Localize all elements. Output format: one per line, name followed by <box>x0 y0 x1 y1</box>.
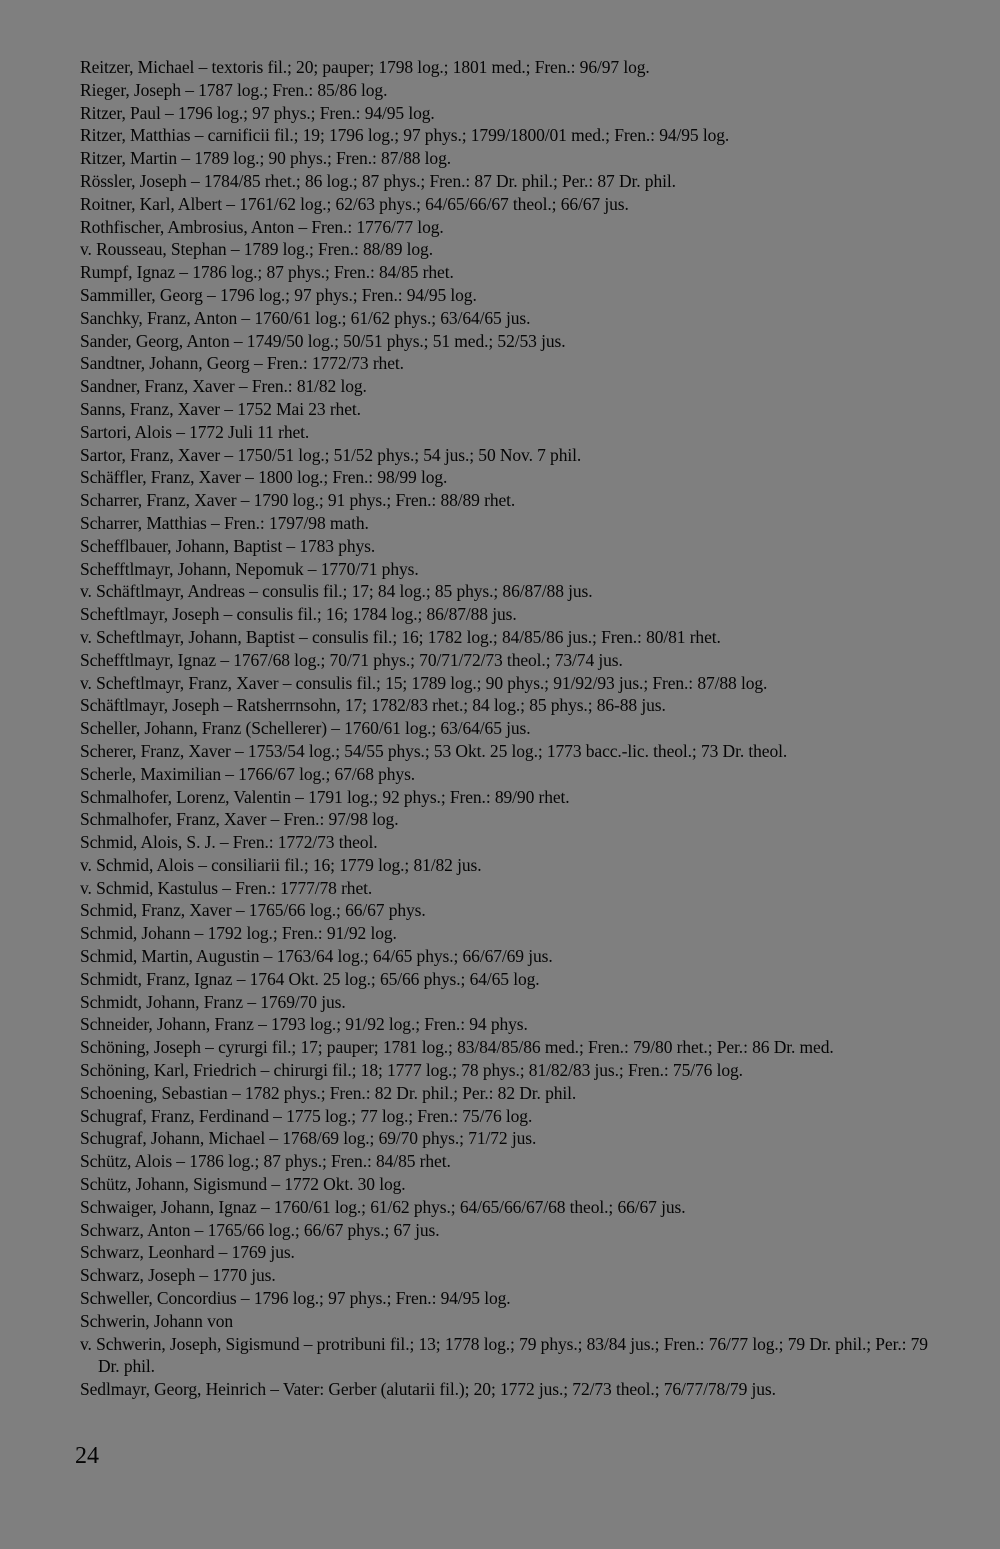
register-entry: Schoening, Sebastian – 1782 phys.; Fren.: 82 Dr. phil.; Per.: 82 Dr. phil. <box>80 1082 577 1103</box>
register-entry: Schmalhofer, Lorenz, Valentin – 1791 log.; 92 phys.; Fren.: 89/90 rhet. <box>80 786 570 807</box>
page-number: 24 <box>75 1443 99 1469</box>
register-entry: Schweller, Concordius – 1796 log.; 97 phys.; Fren.: 94/95 log. <box>80 1288 511 1309</box>
register-entry: Sedlmayr, Georg, Heinrich – Vater: Gerber (alutarii fil.); 20; 1772 jus.; 72/73 theol.; 76/77/78/79 jus. <box>80 1379 776 1400</box>
register-entry: v. Scheftlmayr, Franz, Xaver – consulis fil.; 15; 1789 log.; 90 phys.; 91/92/93 jus.; Fren.: 87/88 log. <box>80 672 768 693</box>
register-entry: Schäftlmayr, Joseph – Ratsherrnsohn, 17; 1782/83 rhet.; 84 log.; 85 phys.; 86-88 jus. <box>80 695 666 716</box>
register-entry: Rothfischer, Ambrosius, Anton – Fren.: 1776/77 log. <box>80 216 444 237</box>
register-entry: Rössler, Joseph – 1784/85 rhet.; 86 log.; 87 phys.; Fren.: 87 Dr. phil.; Per.: 87 Dr. phil. <box>80 170 676 191</box>
register-entry: Ritzer, Matthias – carnificii fil.; 19; 1796 log.; 97 phys.; 1799/1800/01 med.; Fren.: 94/95 log. <box>80 125 730 146</box>
register-entry: Schmid, Franz, Xaver – 1765/66 log.; 66/67 phys. <box>80 900 426 921</box>
register-entry: Scharrer, Matthias – Fren.: 1797/98 math. <box>80 512 369 533</box>
register-entry: Schöning, Karl, Friedrich – chirurgi fil.; 18; 1777 log.; 78 phys.; 81/82/83 jus.; Fren.: 75/76 log. <box>80 1060 743 1081</box>
register-entry: Sammiller, Georg – 1796 log.; 97 phys.; Fren.: 94/95 log. <box>80 284 477 305</box>
register-entries <box>72 56 932 1401</box>
register-entry: Schwarz, Joseph – 1770 jus. <box>80 1265 276 1286</box>
register-entry: Schneider, Johann, Franz – 1793 log.; 91/92 log.; Fren.: 94 phys. <box>80 1014 528 1035</box>
register-entry: Schmid, Johann – 1792 log.; Fren.: 91/92 log. <box>80 923 397 944</box>
register-entry: v. Schmid, Alois – consiliarii fil.; 16; 1779 log.; 81/82 jus. <box>80 854 482 875</box>
register-entry: Sanchky, Franz, Anton – 1760/61 log.; 61/62 phys.; 63/64/65 jus. <box>80 307 531 328</box>
register-entry: Schugraf, Johann, Michael – 1768/69 log.; 69/70 phys.; 71/72 jus. <box>80 1128 537 1149</box>
register-entry: Schmidt, Franz, Ignaz – 1764 Okt. 25 log.; 65/66 phys.; 64/65 log. <box>80 968 540 989</box>
register-entry: Sandner, Franz, Xaver – Fren.: 81/82 log. <box>80 376 367 397</box>
register-entry: Schmid, Alois, S. J. – Fren.: 1772/73 theol. <box>80 832 378 853</box>
register-entry: Schütz, Johann, Sigismund – 1772 Okt. 30 log. <box>80 1174 406 1195</box>
register-entry: v. Schmid, Kastulus – Fren.: 1777/78 rhet. <box>80 877 373 898</box>
register-entry: Rieger, Joseph – 1787 log.; Fren.: 85/86 log. <box>80 79 388 100</box>
register-entry: Schwarz, Anton – 1765/66 log.; 66/67 phys.; 67 jus. <box>80 1219 440 1240</box>
register-entry: Sanns, Franz, Xaver – 1752 Mai 23 rhet. <box>80 398 361 419</box>
register-entry: Ritzer, Paul – 1796 log.; 97 phys.; Fren.: 94/95 log. <box>80 102 435 123</box>
register-entry: Schefftlmayr, Johann, Nepomuk – 1770/71 phys. <box>80 558 419 579</box>
register-entry: Scherle, Maximilian – 1766/67 log.; 67/68 phys. <box>80 763 416 784</box>
register-entry: v. Schwerin, Joseph, Sigismund – protribuni fil.; 13; 1778 log.; 79 phys.; 83/84 jus.; Fren.: 76/77 log.; 79 Dr. phil.; Per.: 79 Dr. phil. <box>80 1333 928 1377</box>
register-entry: Sartori, Alois – 1772 Juli 11 rhet. <box>80 421 310 442</box>
register-entry: Schefftlmayr, Ignaz – 1767/68 log.; 70/71 phys.; 70/71/72/73 theol.; 73/74 jus. <box>80 649 623 670</box>
register-entry: Schugraf, Franz, Ferdinand – 1775 log.; 77 log.; Fren.: 75/76 log. <box>80 1105 533 1126</box>
register-entry: Rumpf, Ignaz – 1786 log.; 87 phys.; Fren.: 84/85 rhet. <box>80 262 454 283</box>
register-entry: Sartor, Franz, Xaver – 1750/51 log.; 51/52 phys.; 54 jus.; 50 Nov. 7 phil. <box>80 444 582 465</box>
register-entry: Schmalhofer, Franz, Xaver – Fren.: 97/98 log. <box>80 809 399 830</box>
register-entry: Ritzer, Martin – 1789 log.; 90 phys.; Fren.: 87/88 log. <box>80 148 451 169</box>
register-entry: Sandtner, Johann, Georg – Fren.: 1772/73 rhet. <box>80 353 404 374</box>
register-entry: Schäffler, Franz, Xaver – 1800 log.; Fren.: 98/99 log. <box>80 467 448 488</box>
register-entry: Schwarz, Leonhard – 1769 jus. <box>80 1242 295 1263</box>
register-entry: Schöning, Joseph – cyrurgi fil.; 17; pauper; 1781 log.; 83/84/85/86 med.; Fren.: 79/80 rhet.; Per.: 86 Dr. med. <box>80 1037 834 1058</box>
register-entry: v. Scheftlmayr, Johann, Baptist – consulis fil.; 16; 1782 log.; 84/85/86 jus.; Fren.: 80/81 rhet. <box>80 626 721 647</box>
register-entry: Schütz, Alois – 1786 log.; 87 phys.; Fren.: 84/85 rhet. <box>80 1151 451 1172</box>
register-entry: Roitner, Karl, Albert – 1761/62 log.; 62/63 phys.; 64/65/66/67 theol.; 66/67 jus. <box>80 193 629 214</box>
register-entry: Schwerin, Johann von <box>80 1310 234 1331</box>
register-entry: Schwaiger, Johann, Ignaz – 1760/61 log.; 61/62 phys.; 64/65/66/67/68 theol.; 66/67 jus. <box>80 1196 686 1217</box>
register-entry: v. Schäftlmayr, Andreas – consulis fil.; 17; 84 log.; 85 phys.; 86/87/88 jus. <box>80 581 593 602</box>
register-entry: Scherer, Franz, Xaver – 1753/54 log.; 54/55 phys.; 53 Okt. 25 log.; 1773 bacc.-lic. theol.; 73 Dr. theol. <box>80 740 788 761</box>
register-entry: Scheller, Johann, Franz (Schellerer) – 1760/61 log.; 63/64/65 jus. <box>80 718 531 739</box>
register-entry: Reitzer, Michael – textoris fil.; 20; pauper; 1798 log.; 1801 med.; Fren.: 96/97 log. <box>80 57 650 77</box>
register-entry: Schmidt, Johann, Franz – 1769/70 jus. <box>80 991 346 1012</box>
register-entry: v. Rousseau, Stephan – 1789 log.; Fren.: 88/89 log. <box>80 239 433 260</box>
register-entry: Sander, Georg, Anton – 1749/50 log.; 50/51 phys.; 51 med.; 52/53 jus. <box>80 330 566 351</box>
register-entry: Scharrer, Franz, Xaver – 1790 log.; 91 phys.; Fren.: 88/89 rhet. <box>80 490 516 511</box>
register-entry: Schmid, Martin, Augustin – 1763/64 log.; 64/65 phys.; 66/67/69 jus. <box>80 946 553 967</box>
register-entry: Schefflbauer, Johann, Baptist – 1783 phys. <box>80 535 376 556</box>
register-entry: Scheftlmayr, Joseph – consulis fil.; 16; 1784 log.; 86/87/88 jus. <box>80 604 517 625</box>
